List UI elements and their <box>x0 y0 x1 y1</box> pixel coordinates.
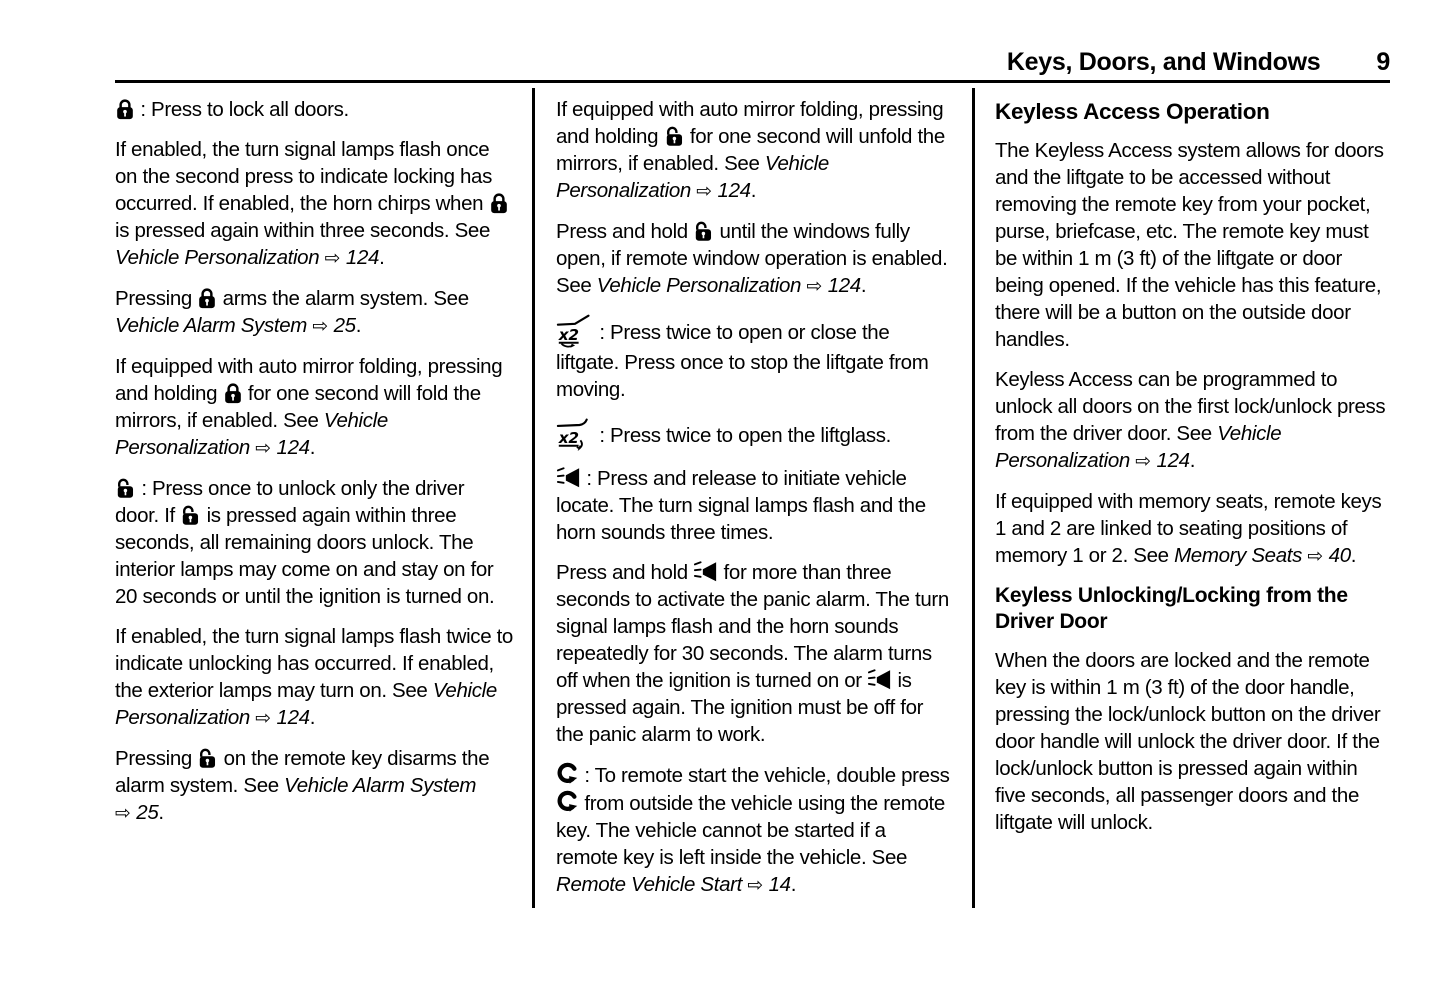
cross-reference-title: Vehicle Personalization <box>115 679 497 729</box>
paragraph: : Press and release to initiate vehicle locate. The turn signal lamps flash and the horn sounds three times. <box>556 467 926 544</box>
page-ref-arrow-icon: ⇨ <box>255 437 277 459</box>
column-3 <box>995 96 1393 849</box>
unlock-icon <box>693 220 714 242</box>
cross-reference-title: Memory Seats <box>1174 544 1303 567</box>
cross-reference-title: Vehicle Personalization <box>556 152 829 202</box>
x2-label: x2 <box>558 429 579 447</box>
section-heading: Keyless Access Operation <box>995 99 1270 124</box>
unlock-icon <box>115 477 136 499</box>
page-ref <box>115 801 158 824</box>
page-ref-arrow-icon: ⇨ <box>747 874 769 896</box>
page-ref <box>806 274 860 297</box>
paragraph: Pressing arms the alarm system. See Vehicle Alarm System ⇨ 25. <box>115 287 469 337</box>
page-ref <box>325 246 379 269</box>
liftglass-x2-icon <box>556 416 594 452</box>
paragraph: If equipped with memory seats, remote keys 1 and 2 are linked to seating positions of memory 1 or 2. See Memory Seats ⇨ 40. <box>995 490 1382 567</box>
page-ref <box>1307 544 1350 567</box>
paragraph: Press and hold for more than three seconds to activate the panic alarm. The turn signal lamps flash and the horn sounds repeatedly for 30 seconds. The alarm turns off when the ignition is turned on or is pressed again. The ignition must be off for the panic alarm to work. <box>556 561 949 746</box>
cross-reference-title: Vehicle Personalization <box>995 422 1282 472</box>
page-number: 9 <box>1376 48 1390 76</box>
page-ref <box>255 436 309 459</box>
page-ref <box>747 873 790 896</box>
lock-icon <box>115 98 135 120</box>
header-rule <box>115 80 1390 83</box>
page-ref <box>312 314 355 337</box>
page-header <box>1007 48 1390 77</box>
paragraph: Keyless Access can be programmed to unlock all doors on the first lock/unlock press from the driver door. See Vehicle Personalization ⇨ 124. <box>995 368 1386 472</box>
page-ref <box>1135 449 1189 472</box>
cross-reference-title: Remote Vehicle Start <box>556 873 742 896</box>
paragraph: Press and hold until the windows fully open, if remote window operation is enabled. See Vehicle Personalization ⇨ 124. <box>556 220 948 297</box>
unlock-icon <box>664 125 685 147</box>
paragraph: If enabled, the turn signal lamps flash twice to indicate unlocking has occurred. If enabled, the exterior lamps may turn on. See Vehicle Personalization ⇨ 124. <box>115 625 513 729</box>
paragraph: : To remote start the vehicle, double press from outside the vehicle using the remote key. The vehicle cannot be started if a remote key is left inside the vehicle. See Remote Vehicle Start ⇨ 14. <box>556 761 950 899</box>
page-ref-number: 124 <box>276 706 310 729</box>
page-ref-arrow-icon: ⇨ <box>115 802 137 824</box>
page-ref-number: 124 <box>345 246 380 269</box>
page-ref <box>696 179 750 202</box>
x2-label: x2 <box>558 326 579 344</box>
page-ref-number: 124 <box>827 274 861 297</box>
page-ref-number: 40 <box>1328 544 1351 567</box>
horn-icon <box>693 560 718 583</box>
page-ref-arrow-icon: ⇨ <box>1307 545 1329 567</box>
horn-icon <box>556 466 581 489</box>
column-divider <box>532 88 535 908</box>
page-ref-arrow-icon: ⇨ <box>324 247 346 269</box>
cross-reference-title: Vehicle Personalization <box>115 409 388 459</box>
paragraph: : Press once to unlock only the driver door. If is pressed again within three seconds, all remaining doors unlock. The interior lamps may come on and stay on for 20 seconds or until the ignition is turned on. <box>115 477 495 608</box>
cross-reference-title: Vehicle Personalization <box>115 246 320 269</box>
column-divider <box>972 88 975 908</box>
page-ref-arrow-icon: ⇨ <box>696 180 718 202</box>
page-title: Keys, Doors, and Windows <box>1006 48 1321 76</box>
page-ref-arrow-icon: ⇨ <box>312 315 334 337</box>
page-ref-number: 25 <box>333 314 356 337</box>
unlock-icon <box>180 504 201 526</box>
unlock-icon <box>197 747 218 769</box>
liftgate-x2-icon <box>556 313 594 349</box>
cross-reference-title: Vehicle Personalization <box>596 274 802 297</box>
lock-icon <box>489 192 509 214</box>
remote-start-icon <box>556 761 579 786</box>
page-ref-arrow-icon: ⇨ <box>806 275 828 297</box>
page-ref-number: 25 <box>136 801 159 824</box>
horn-icon <box>867 668 892 691</box>
page-ref-number: 124 <box>276 436 310 459</box>
page-ref <box>255 706 309 729</box>
column-2 <box>556 96 950 912</box>
sub-heading: Keyless Unlocking/Locking from the Driver Door <box>995 584 1348 633</box>
paragraph: : Press to lock all doors. <box>115 96 513 123</box>
paragraph: If equipped with auto mirror folding, pressing and holding for one second will fold the mirrors, if enabled. See Vehicle Personalization ⇨ 124. <box>115 355 503 459</box>
paragraph: If enabled, the turn signal lamps flash once on the second press to indicate locking has occurred. If enabled, the horn chirps when is pressed again within three seconds. See Vehicle Personalization ⇨ 124. <box>115 136 513 272</box>
paragraph: x2 : Press twice to open or close the liftgate. Press once to stop the liftgate from moving. <box>556 313 950 403</box>
page-ref-number: 14 <box>768 873 791 896</box>
paragraph: If equipped with auto mirror folding, pressing and holding for one second will unfold the mirrors, if enabled. See Vehicle Personalization ⇨ 124. <box>556 98 945 202</box>
cross-reference-title: Vehicle Alarm System <box>115 314 307 337</box>
paragraph: x2 : Press twice to open the liftglass. <box>556 416 950 452</box>
page-ref-number: 124 <box>1156 449 1190 472</box>
paragraph: Pressing on the remote key disarms the alarm system. See Vehicle Alarm System ⇨ 25. <box>115 747 490 824</box>
cross-reference-title: Vehicle Alarm System <box>284 774 477 797</box>
page-ref-arrow-icon: ⇨ <box>1135 450 1157 472</box>
page-ref-arrow-icon: ⇨ <box>255 707 277 729</box>
column-1 <box>115 96 513 840</box>
paragraph: The Keyless Access system allows for doors and the liftgate to be accessed without removing the remote key from your pocket, purse, briefcase, etc. The remote key must be within 1 m (3 ft) of the liftgate or door being opened. If the vehicle has this feature, there will be a button on the outside door handles. <box>995 139 1384 351</box>
lock-icon <box>197 287 217 309</box>
lock-icon <box>223 382 243 404</box>
remote-start-icon <box>556 789 579 814</box>
page-ref-number: 124 <box>717 179 751 202</box>
paragraph: When the doors are locked and the remote key is within 1 m (3 ft) of the door handle, pressing the lock/unlock button on the driver door handle will unlock the driver door. If the lock/unlock button is pressed again within five seconds, all passenger doors and the liftgate will unlock. <box>995 649 1381 834</box>
